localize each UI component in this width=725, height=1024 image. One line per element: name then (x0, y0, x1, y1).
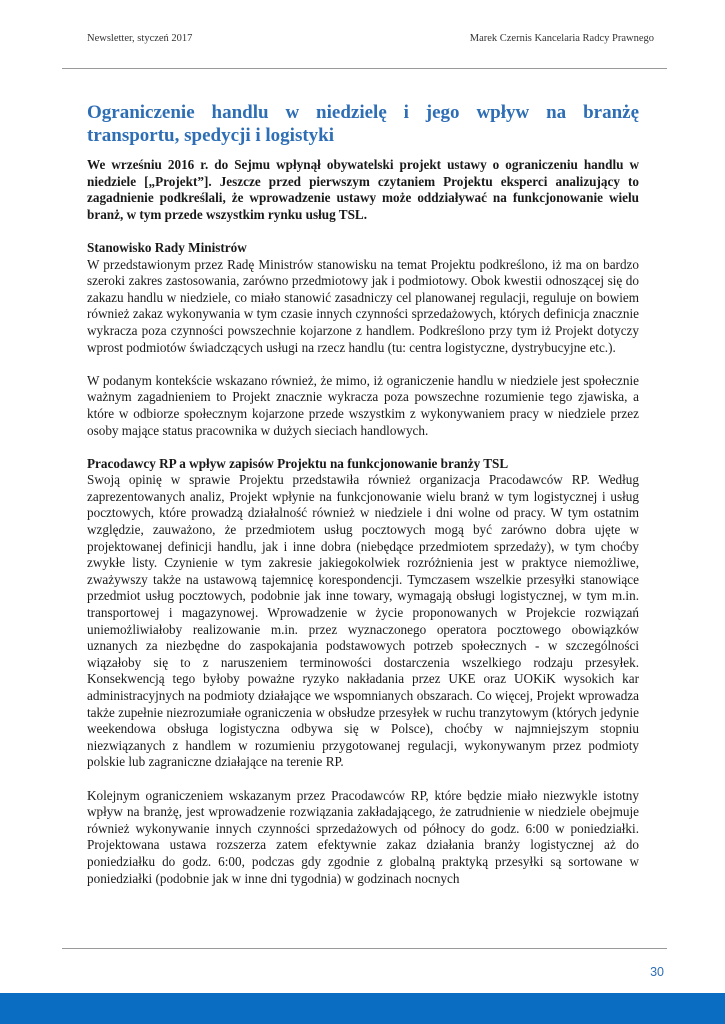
footer-divider (62, 948, 667, 949)
body-paragraph: W podanym kontekście wskazano również, że mimo, iż ograniczenie handlu w niedziele jest społecznie ważnym zagadnieniem to Projekt znacznie wykracza poza powszechne rozumienie tego zjawiska, a które w odbiorze społecznym kojarzone przede wszystkim z wykonywaniem pracy w niedziele przez osoby mające status pracownika w dużych sieciach handlowych. (87, 372, 639, 438)
paragraph-spacer (87, 439, 639, 456)
article-title: Ograniczenie handlu w niedzielę i jego wpływ na branżę transportu, spedycji i logistyki (87, 102, 639, 146)
section-heading-council-of-ministers: Stanowisko Rady Ministrów (87, 239, 247, 255)
section-heading-employers-rp: Pracodawcy RP a wpływ zapisów Projektu na funkcjonowanie branży TSL (87, 455, 509, 471)
article-lead-paragraph: We wrześniu 2016 r. do Sejmu wpłynął obywatelski projekt ustawy o ograniczeniu handlu w niedziele [„Projekt”]. Jeszcze przed pierwszym czytaniem Projektu eksperci analizujący to zagadnienie podkreślali, że wprowadzenie ustawy może oddziaływać na funkcjonowanie wielu branż, w tym przede wszystkim rynku usług TSL. (87, 157, 639, 222)
paragraph-spacer (87, 223, 639, 240)
page-number: 30 (650, 965, 664, 979)
body-paragraph: Kolejnym ograniczeniem wskazanym przez Pracodawców RP, które będzie miało niezwykle istotny wpływ na branżę, jest wprowadzenie rozwiązania zakładającego, że zatrudnienie w niedziele obejmuje również wykonywanie innych czynności sprzedażowych od północy do godz. 6:00 w poniedziałki. Projektowana ustawa rozszerza zatem efektywnie zakaz działania branży logistycznej aż do poniedziałku do godz. 6:00, podczas gdy zgodnie z globalną praktyką przesyłki są sortowane w poniedziałki (podobnie jak w inne dni tygodnia) w godzinach nocnych (87, 787, 639, 886)
paragraph-spacer (87, 771, 639, 788)
header-law-firm-name: Marek Czernis Kancelaria Radcy Prawnego (469, 33, 654, 44)
footer-color-bar (0, 993, 725, 1024)
body-paragraph: Swoją opinię w sprawie Projektu przedstawiła również organizacja Pracodawców RP. Według zaprezentowanych analiz, Projekt wpłynie na funkcjonowanie wielu branż w tym logistycznej i usług pocztowych, które prowadzą działalność również w niedziele i dni wolne od pracy. W tym ostatnim względzie, zauważono, że przedmiotem usług pocztowych mogą być zarówno dobra ujęte w projektowanej definicji handlu, jak i inne dobra (niebędące przedmiotem sprzedaży), w tym choćby zwykłe listy. Czynienie w tym zakresie jakiegokolwiek rozróżnienia jest w praktyce niemożliwe, zważywszy także na ustawową tajemnicę korespondencji. Tymczasem wszelkie przesyłki stanowiące przedmiot usług pocztowych, podobnie jak inne towary, wymagają obsługi logistycznej, w tym m.in. transportowej i magazynowej. Wprowadzenie w życie proponowanych w Projekcie rozwiązań uniemożliwiałoby realizowanie m.in. przez wyznaczonego operatora pocztowego obowiązków uznanych za niezbędne do zaspokajania podstawowych potrzeb społecznych - w szczególności wiązałoby się to z naruszeniem terminowości dostarczenia wszelkiego rodzaju przesyłek. Konsekwencją tego byłoby poważne ryzyko nakładania przez UKE oraz UOKiK wysokich kar administracyjnych na podmioty działające we wspomnianych obszarach. Co więcej, Projekt wprowadza także zupełnie niezrozumiałe ograniczenia w obsłudze przesyłek w ruchu tranzytowym (których jedynie weekendowa obsługa logistyczna odbywa się w Polsce), choćby w najmniejszym stopniu niezwiązanych z handlem w rozumieniu przygotowanej regulacji, wykonywanym przez podmioty polskie lub zagraniczne działające na terenie RP. (87, 472, 639, 770)
header-newsletter-date: Newsletter, styczeń 2017 (87, 33, 193, 44)
body-paragraph: W przedstawionym przez Radę Ministrów stanowisku na temat Projektu podkreślono, iż ma on bardzo szeroki zakres zastosowania, zarówno przedmiotowy jak i podmiotowy. Obok kwestii odnoszącej się do zakazu handlu w niedziele, co miało stanowić zasadniczy cel planowanej regulacji, reguluje on bowiem również zakaz wykonywania w tym czasie innych czynności sprzedażowych, których definicja znacznie wykracza poza czynności powszechnie kojarzone z handlem. Podkreślono przy tym iż Projekt dotyczy wprost podmiotów świadczących usługi na rzecz handlu (tu: centra logistyczne, dystrybucyjne etc.). (87, 256, 639, 355)
paragraph-spacer (87, 356, 639, 373)
article-body (87, 157, 639, 887)
header-divider (62, 68, 667, 69)
